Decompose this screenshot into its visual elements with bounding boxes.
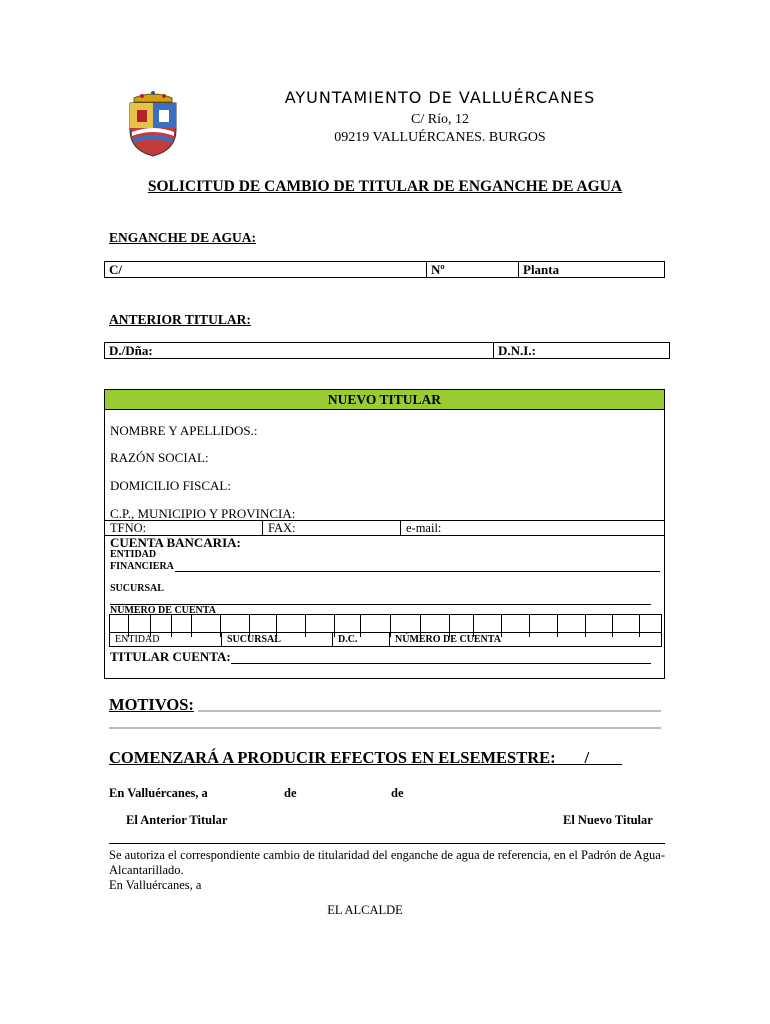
col-numero-cuenta: NÚMERO DE CUENTA (389, 633, 661, 646)
signature-anterior-titular: El Anterior Titular (126, 813, 228, 827)
motivos-line-2[interactable] (109, 727, 661, 729)
numero-cuenta-label: NÚMERO DE CUENTA (110, 605, 216, 616)
col-entidad: ENTIDAD (115, 634, 160, 645)
footer-divider (109, 843, 665, 844)
authorization-line-1: Se autoriza el correspondiente cambio de titularidad del enganche de agua de referencia, en el Padrón de Agua-Alcantarillado. (109, 848, 665, 877)
anterior-label: ANTERIOR TITULAR: (109, 312, 251, 327)
entidad-label-1: ENTIDAD (110, 549, 157, 560)
anterior-row (104, 342, 670, 359)
motivos-label: MOTIVOS: (109, 695, 194, 714)
fax-field[interactable]: FAX: (262, 521, 400, 535)
contact-row (105, 520, 664, 536)
street-field[interactable]: C/ (109, 262, 122, 277)
organization-address (240, 111, 640, 147)
titular-cuenta-label: TITULAR CUENTA: (110, 649, 231, 664)
account-column-labels (109, 632, 662, 647)
email-field[interactable]: e-mail: (400, 521, 664, 535)
authorization-line-2: En Valluércanes, a (109, 878, 202, 892)
form-title: SOLICITUD DE CAMBIO DE TITULAR DE ENGANCHE DE AGUA (147, 178, 623, 195)
enganche-row (104, 261, 665, 278)
alcalde-signature: EL ALCALDE (327, 903, 403, 917)
nombre-field[interactable]: NOMBRE Y APELLIDOS.: (110, 423, 258, 438)
semestre-slash: / (584, 748, 590, 767)
number-field[interactable]: Nº (426, 262, 518, 277)
anterior-dni-field[interactable]: D.N.I.: (493, 343, 669, 358)
date-de-1: de (284, 786, 297, 800)
titular-cuenta-line[interactable] (231, 663, 651, 664)
efectos-semestre-text: COMENZARÁ A PRODUCIR EFECTOS EN ELSEMESTRE: (109, 748, 556, 767)
address-line-1: C/ Río, 12 (411, 112, 469, 127)
address-line-2: 09219 VALLUÉRCANES. BURGOS (334, 130, 546, 145)
year-field[interactable] (589, 748, 622, 767)
tfno-field[interactable]: TFNO: (110, 521, 147, 535)
sucursal-label: SUCURSAL (110, 583, 164, 594)
razon-social-field[interactable]: RAZÓN SOCIAL: (110, 450, 209, 465)
motivos-line-1[interactable] (198, 710, 661, 712)
efectos-semestre-label (109, 748, 622, 768)
enganche-label: ENGANCHE DE AGUA: (109, 230, 257, 245)
organization-title: AYUNTAMIENTO DE VALLUÉRCANES (284, 88, 596, 107)
entidad-line[interactable] (175, 571, 660, 572)
authorization-text (109, 848, 665, 893)
col-dc: D.C. (332, 633, 389, 646)
signature-nuevo-titular: El Nuevo Titular (563, 813, 653, 827)
domicilio-field[interactable]: DOMICILIO FISCAL: (110, 478, 231, 493)
col-sucursal: SUCURSAL (221, 633, 332, 646)
semestre-field[interactable] (556, 748, 585, 767)
date-place: En Valluércanes, a (109, 786, 208, 800)
entidad-label-2: FINANCIERA (110, 561, 174, 572)
cp-municipio-field[interactable]: C.P., MUNICIPIO Y PROVINCIA: (110, 506, 296, 521)
anterior-name-field[interactable]: D./Dña: (109, 343, 153, 358)
coat-of-arms-logo (120, 88, 186, 158)
nuevo-titular-section (104, 389, 665, 679)
date-de-2: de (391, 786, 404, 800)
floor-field[interactable]: Planta (518, 262, 664, 277)
cuenta-bancaria-label: CUENTA BANCARIA: (110, 535, 241, 550)
nuevo-titular-header: NUEVO TITULAR (105, 390, 664, 410)
